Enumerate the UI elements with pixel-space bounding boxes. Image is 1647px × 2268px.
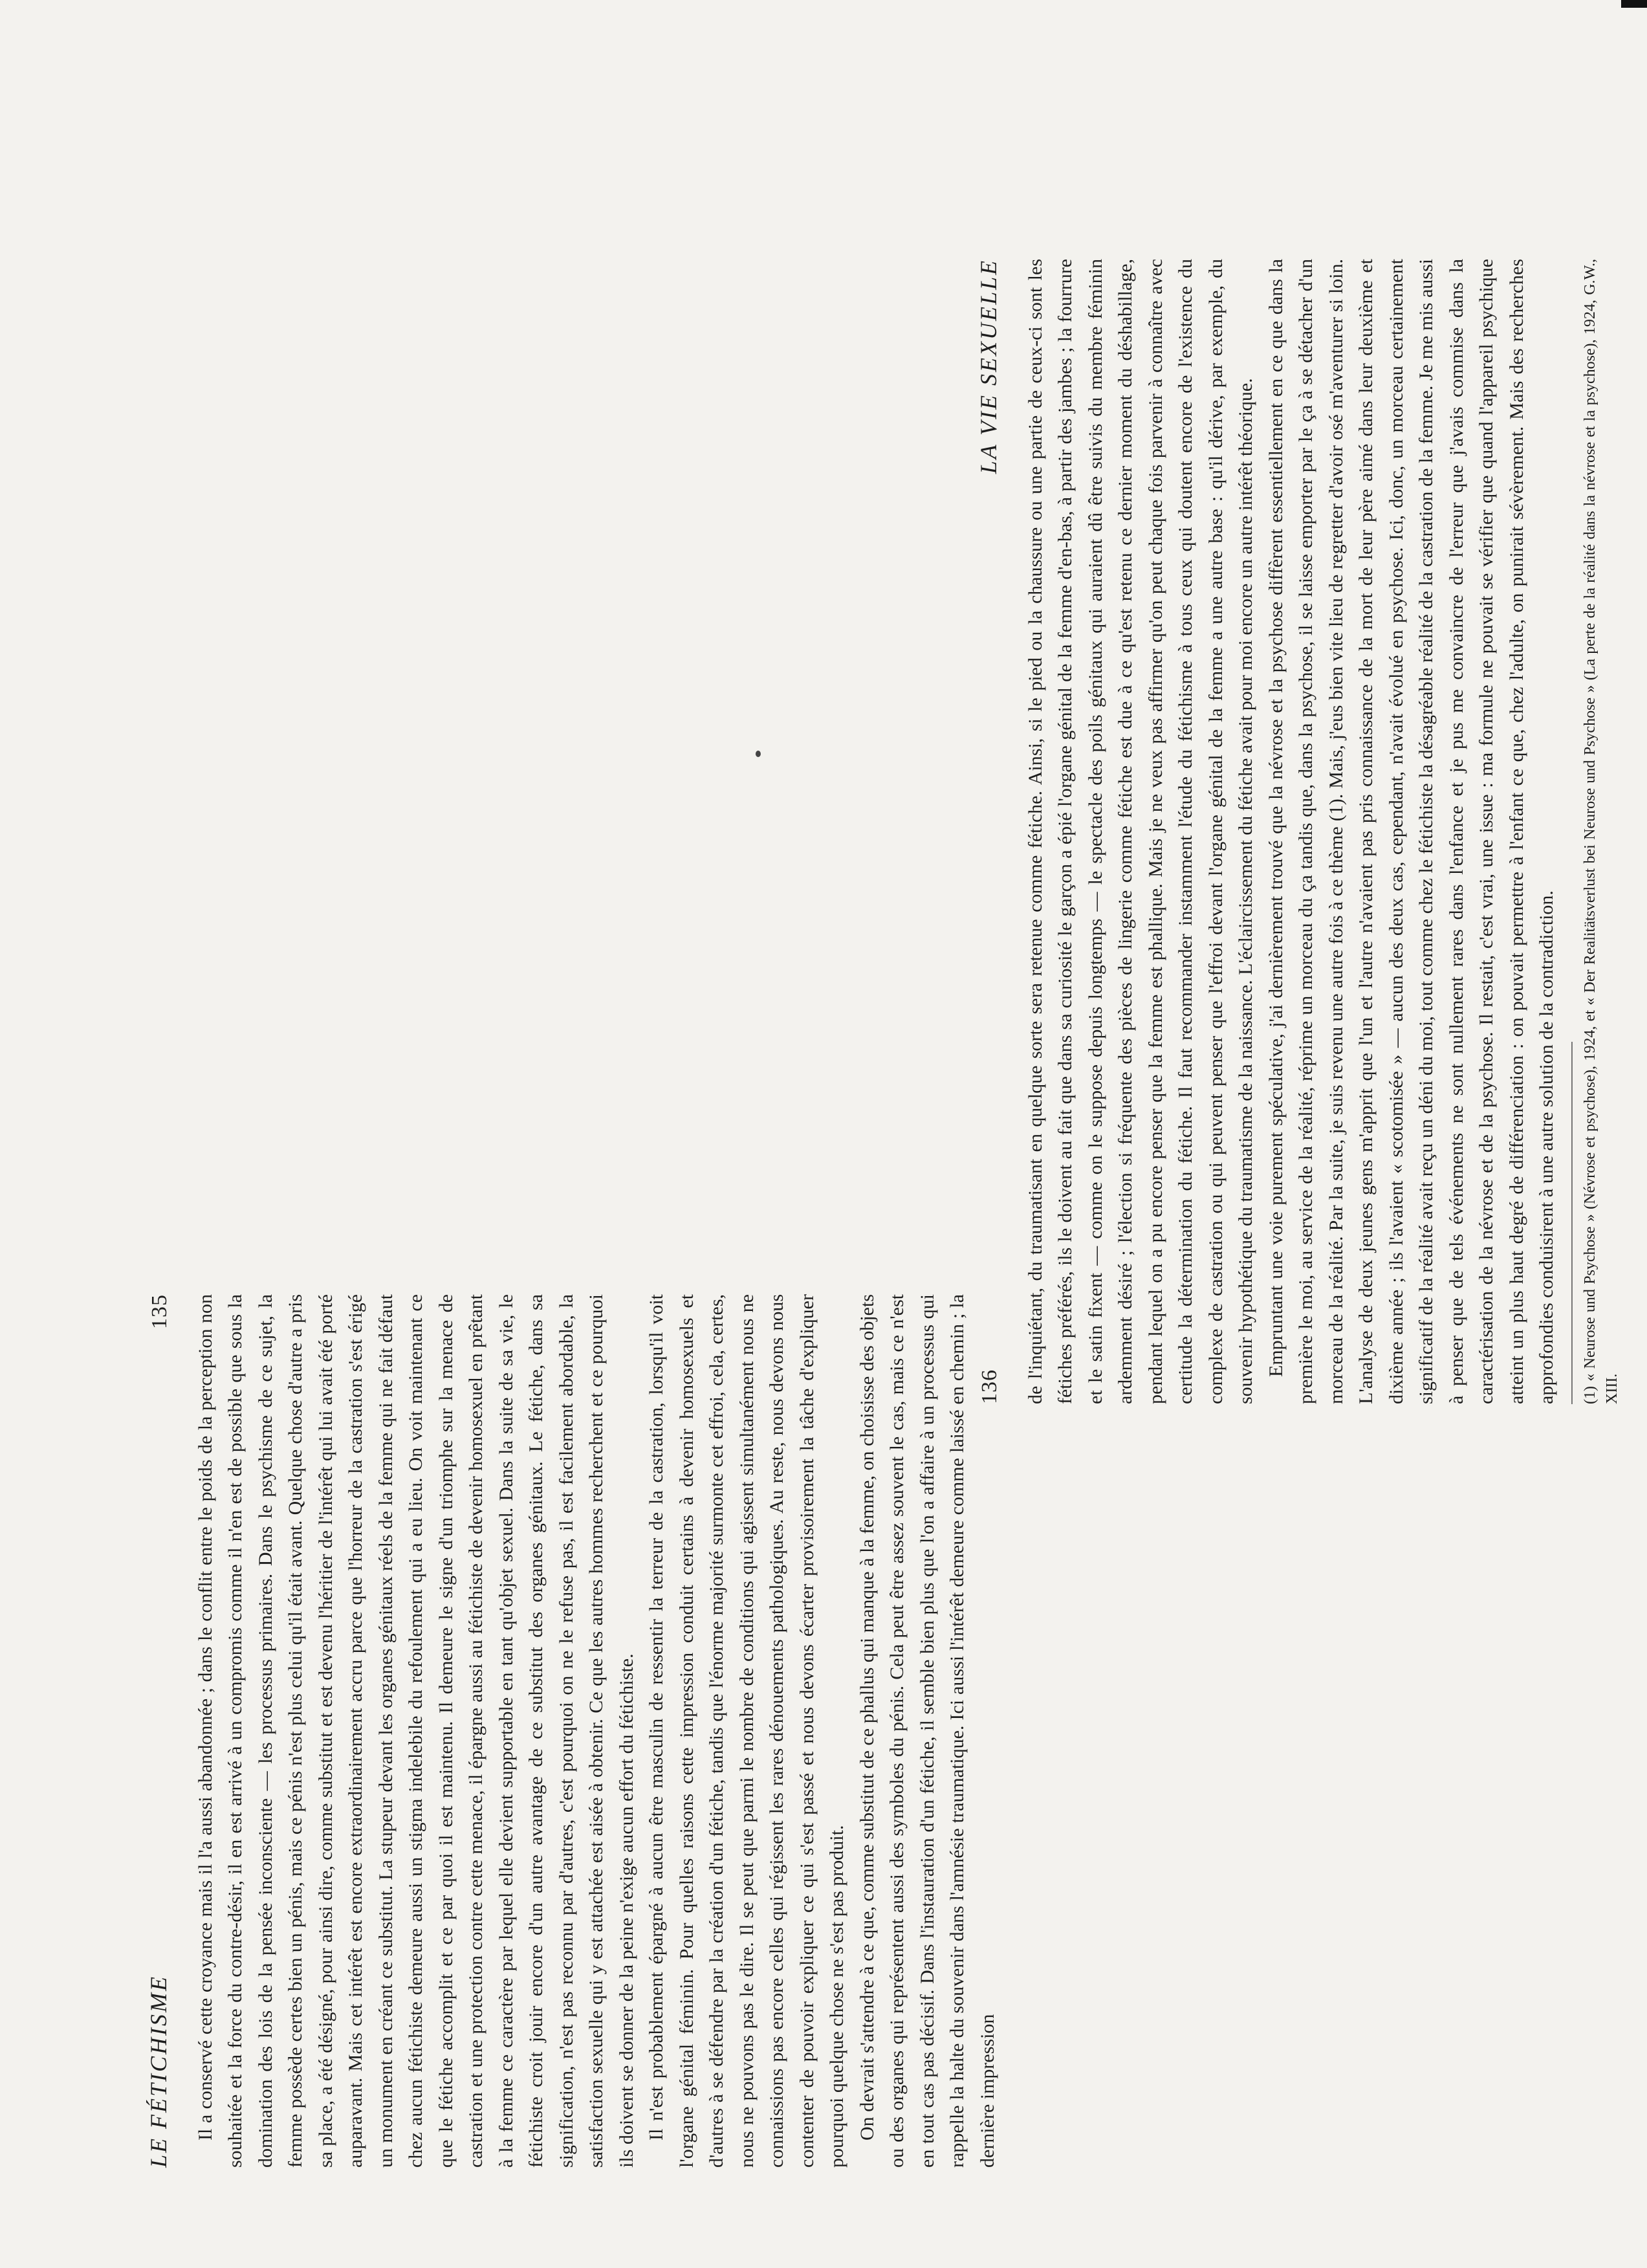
left-running-title: LE FÉTICHISME <box>146 1975 171 2168</box>
right-footnote: (1) « Neurose und Psychose » (Névrose et psychose), 1924, et « Der Realitätsverlust bei Neurose und Psychose » (La perte de la réalité dans la névrose et la psychose), 1924, G.W., XIII. <box>1581 259 1620 1404</box>
left-page-number: 135 <box>147 1294 171 1329</box>
left-paragraph-2: Il n'est probablement épargné à aucun être masculin de ressentir la terreur de la castration, lorsqu'il voit l'organe génital féminin. Pour quelles raisons cette impression conduit certains à devenir homosexuels et d'autres à se défendre par la création d'un fétiche, tandis que l'énorme majorité surmonte cet effroi, cela, certes, nous ne pouvons pas le dire. Il se peut que parmi le nombre de conditions qui agissent simultanément nous ne connaissions pas encore celles qui régissent les rares dénouements pathologiques. Au reste, nous devons nous contenter de pouvoir expliquer ce qui s'est passé et nous devons écarter provisoirement la tâche d'expliquer pourquoi quelque chose ne s'est pas produit. <box>646 1294 847 2168</box>
footnote-rule <box>1571 1042 1573 1404</box>
right-running-head <box>974 259 1005 1404</box>
scan-edge-mark <box>1621 0 1647 8</box>
left-paragraph-3: On devrait s'attendre à ce que, comme substitut de ce phallus qui manque à la femme, on choisisse des objets ou des organes qui représentent aussi des symboles du pénis. Cela peut être assez souvent le cas, mais ce n'est en tout cas pas décisif. Dans l'instauration d'un fétiche, il semble bien plus que l'on a affaire à un processus qui rappelle la halte du souvenir dans l'amnésie traumatique. Ici aussi l'intérêt demeure comme laissé en chemin ; la dernière impression <box>856 1294 998 2168</box>
scan-fleck <box>756 751 761 757</box>
right-page-number: 136 <box>977 1369 1001 1404</box>
left-page <box>144 1294 1003 2168</box>
left-running-head <box>144 1294 175 2168</box>
left-paragraph-1: Il a conservé cette croyance mais il l'a aussi abandonnée ; dans le conflit entre le poids de la perception non souhaitée et la force du contre-désir, il en est arrivé à un compromis comme il n'en est de possible que sous la domination des lois de la pensée inconsciente — les processus primaires. Dans le psychisme de ce sujet, la femme possède certes bien un pénis, mais ce pénis n'est plus celui qu'il était avant. Quelque chose d'autre a pris sa place, a été désigné, pour ainsi dire, comme substitut et est devenu l'héritier de l'intérêt qui lui avait été porté auparavant. Mais cet intérêt est encore extraordinairement accru parce que l'horreur de la castration s'est érigé un monument en créant ce substitut. La stupeur devant les organes génitaux réels de la femme qui ne fait défaut chez aucun fétichiste demeure aussi un stigma indelebile du refoulement qui a eu lieu. On voit maintenant ce que le fétiche accomplit et ce par quoi il est maintenu. Il demeure le signe d'un triomphe sur la menace de castration et une protection contre cette menace, il épargne aussi au fétichiste de devenir homosexuel en prêtant à la femme ce caractère par lequel elle devient supportable en tant qu'objet sexuel. Dans la suite de sa vie, le fétichiste croit jouir encore d'un autre avantage de ce substitut des organes génitaux. Le fétiche, dans sa signification, n'est pas reconnu par d'autres, c'est pourquoi on ne le refuse pas, il est facilement abordable, la satisfaction sexuelle qui y est attachée est aisée à obtenir. Ce que les autres hommes recherchent et ce pourquoi ils doivent se donner de la peine n'exige aucun effort du fétichiste. <box>194 1294 637 2168</box>
right-paragraph-2: Empruntant une voie purement spéculative, j'ai dernièrement trouvé que la névrose et la psychose diffèrent essentiellement en ce que dans la première le moi, au service de la réalité, réprime un morceau du ça tandis que, dans la psychose, il se laisse emporter par le ça à se détacher d'un morceau de la réalité. Par la suite, je suis revenu une autre fois à ce thème (1). Mais, j'eus bien vite lieu de regretter d'avoir osé m'aventurer si loin. L'analyse de deux jeunes gens m'apprit que l'un et l'autre n'avaient pas pris connaissance de la mort de leur père aimé dans leur deuxième et dixième année ; ils l'avaient « scotomisée » — aucun des deux cas, cependant, n'avait évolué en psychose. Ici, donc, un morceau certainement significatif de la réalité avait reçu un déni du moi, tout comme chez le fétichiste la désagréable réalité de la castration de la femme. Je me mis aussi à penser que de tels événements ne sont nullement rares dans l'enfance et je pus me convaincre de l'erreur que j'avais commise dans la caractérisation de la névrose et de la psychose. Il restait, c'est vrai, une issue : ma formule ne pouvait se vérifier que quand l'appareil psychique atteint un plus haut degré de différenciation : on pouvait permettre à l'enfant ce que, chez l'adulte, on punirait sévèrement. Mais des recherches approfondies conduisirent à une autre solution de la contradiction. <box>1265 259 1557 1404</box>
right-running-title: LA VIE SEXUELLE <box>976 259 1001 474</box>
right-page <box>974 259 1623 1404</box>
right-paragraph-1: de l'inquiétant, du traumatisant en quelque sorte sera retenue comme fétiche. Ainsi, si le pied ou la chaussure ou une partie de ceux-ci sont les fétiches préférés, ils le doivent au fait que dans sa curiosité le garçon a épié l'organe génital de la femme d'en-bas, à partir des jambes ; la fourrure et le satin fixent — comme on le suppose depuis longtemps — le spectacle des poils génitaux qui auraient dû être suivis du membre féminin ardemment désiré ; l'élection si fréquente des pièces de lingerie comme fétiche est due à ce qu'est retenu ce dernier moment du déshabillage, pendant lequel on a pu encore penser que la femme est phallique. Mais je ne veux pas affirmer qu'on peut chaque fois parvenir à connaître avec certitude la détermination du fétiche. Il faut recommander instamment l'étude du fétichisme à tous ceux qui doutent encore de l'existence du complexe de castration ou qui peuvent penser que l'effroi devant l'organe génital de la femme a une autre base : qu'il dérive, par exemple, du souvenir hypothétique du traumatisme de la naissance. L'éclaircissement du fétiche avait pour moi encore un autre intérêt théorique. <box>1024 259 1256 1404</box>
